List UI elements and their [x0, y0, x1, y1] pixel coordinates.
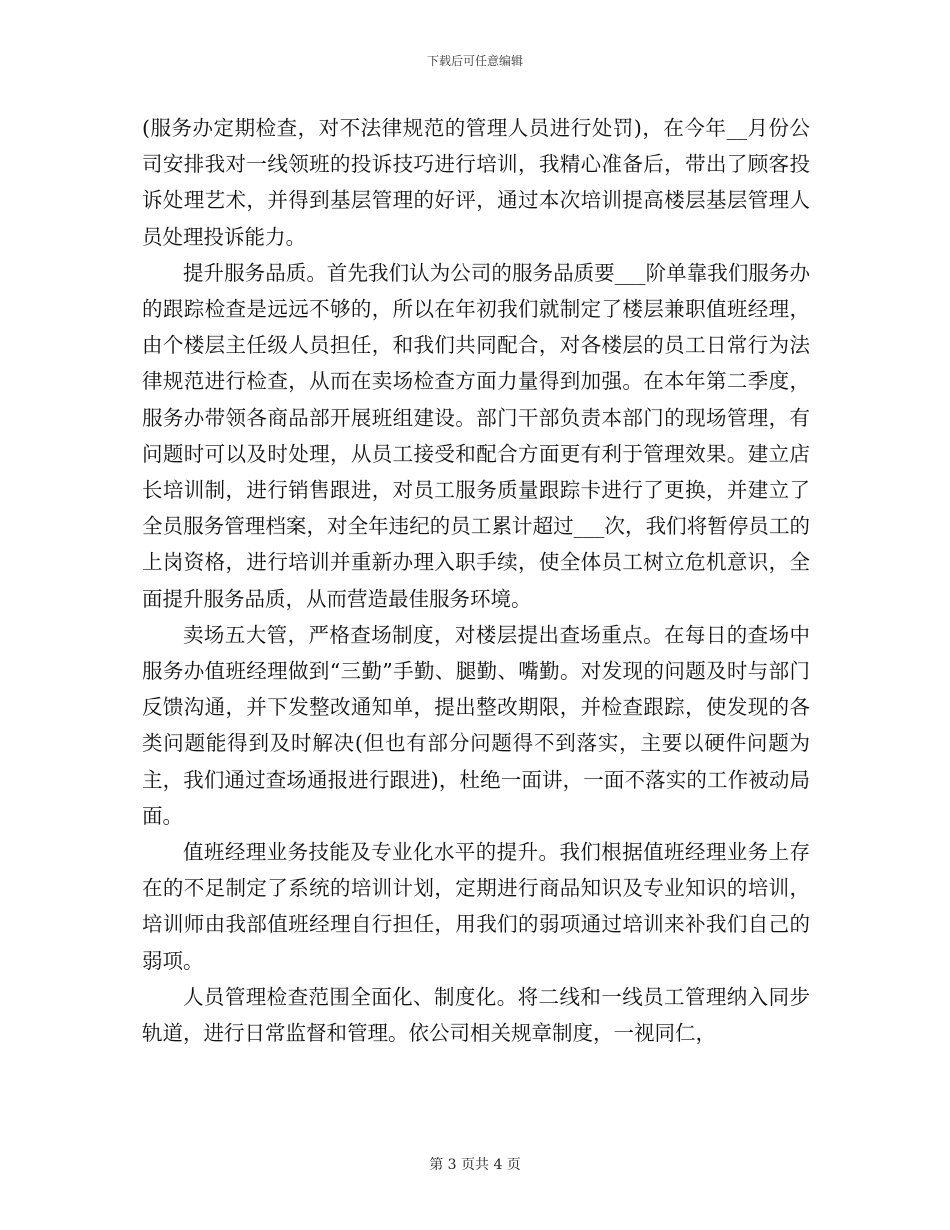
- page-header: 下载后可任意编辑: [426, 54, 523, 68]
- page-footer: 第 3 页共 4 页: [429, 1157, 521, 1173]
- paragraph-4: 值班经理业务技能及专业化水平的提升。我们根据值班经理业务上存在的不足制定了系统的培训计划，定期进行商品知识及专业知识的培训，培训师由我部值班经理自行担任，用我们的弱项通过培训来补我们自己的弱项。: [142, 840, 810, 973]
- document-body: [142, 110, 810, 1051]
- paragraph-2: 提升服务品质。首先我们认为公司的服务品质要___阶单靠我们服务办的跟踪检查是远远不够的，所以在年初我们就制定了楼层兼职值班经理，由个楼层主任级人员担任，和我们共同配合，对各楼层的员工日常行为法律规范进行检查，从而在卖场检查方面力量得到加强。在本年第二季度，服务办带领各商品部开展班组建设。部门干部负责本部门的现场管理，有问题时可以及时处理，从员工接受和配合方面更有利于管理效果。建立店长培训制，进行销售跟进，对员工服务质量跟踪卡进行了更换，并建立了全员服务管理档案，对全年违纪的员工累计超过___次，我们将暂停员工的上岗资格，进行培训并重新办理入职手续，使全体员工树立危机意识，全面提升服务品质，从而营造最佳服务环境。: [142, 260, 810, 611]
- paragraph-3: 卖场五大管，严格查场制度，对楼层提出查场重点。在每日的查场中服务办值班经理做到“三勤”手勤、腿勤、嘴勤。对发现的问题及时与部门反馈沟通，并下发整改通知单，提出整改期限，并检查跟踪，使发现的各类问题能得到及时解决(但也有部分问题得不到落实，主要以硬件问题为主，我们通过查场通报进行跟进)，杜绝一面讲，一面不落实的工作被动局面。: [142, 622, 810, 828]
- paragraph-5: 人员管理检查范围全面化、制度化。将二线和一线员工管理纳入同步轨道，进行日常监督和管理。依公司相关规章制度，一视同仁，: [142, 984, 810, 1046]
- paragraph-1: (服务办定期检查，对不法律规范的管理人员进行处罚)，在今年__月份公司安排我对一线领班的投诉技巧进行培训，我精心准备后，带出了顾客投诉处理艺术，并得到基层管理的好评，通过本次培训提高楼层基层管理人员处理投诉能力。: [142, 116, 810, 249]
